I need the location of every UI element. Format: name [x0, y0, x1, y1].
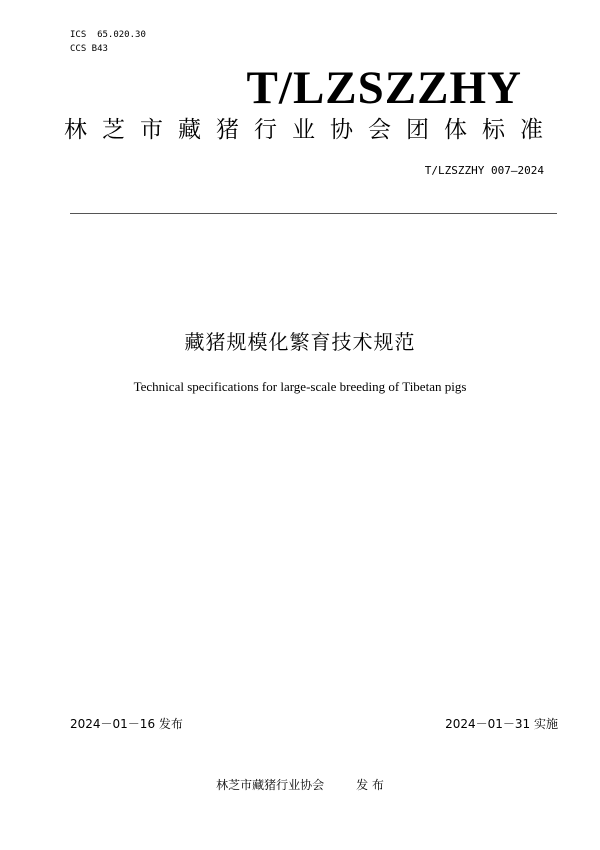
implementation-date: 2024－01－31 实施: [445, 717, 558, 731]
publisher-line: [0, 777, 600, 793]
document-title-english: Technical specifications for large-scale breeding of Tibetan pigs: [133, 379, 467, 394]
organization-standard-title: 林芝市藏猪行业协会团体标准: [64, 117, 558, 143]
publish-label: 发 布: [356, 778, 384, 792]
header-divider: [70, 213, 557, 214]
standard-code-heading: T/LZSZZHY: [246, 62, 522, 114]
ics-code: ICS 65.020.30: [70, 30, 146, 40]
ccs-code: CCS B43: [70, 44, 108, 54]
issue-date: 2024－01－16 发布: [70, 717, 183, 731]
document-title-chinese: 藏猪规模化繁育技术规范: [184, 330, 416, 354]
standard-number: T/LZSZZHY 007—2024: [424, 164, 544, 177]
publisher-name: 林芝市藏猪行业协会: [216, 778, 325, 792]
